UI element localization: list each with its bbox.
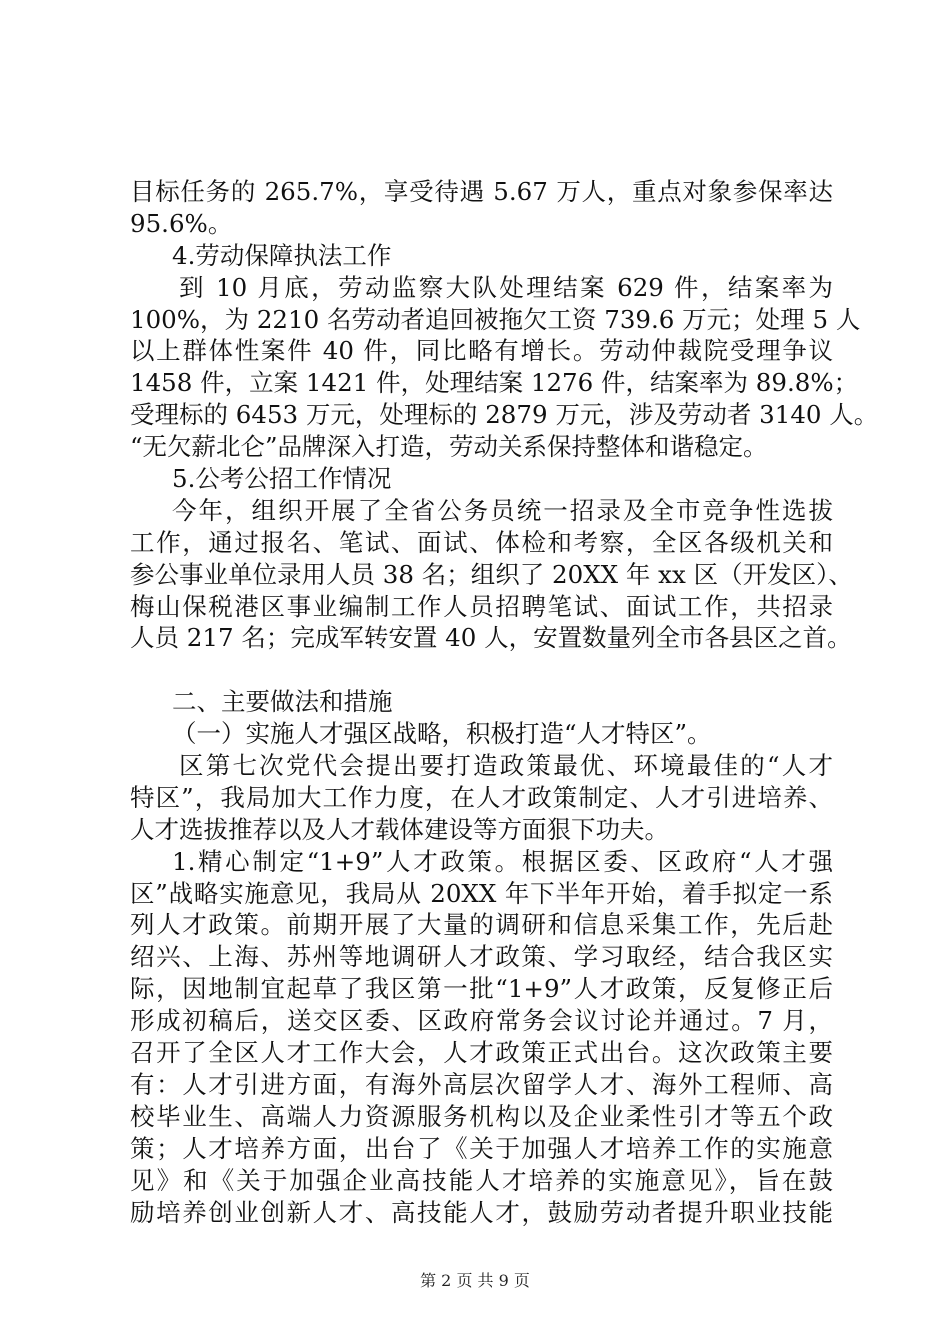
text-line: 到 10 月底，劳动监察大队处理结案 629 件，结案率为 xyxy=(179,272,833,302)
text-line: 以上群体性案件 40 件，同比略有增长。劳动仲裁院受理争议 xyxy=(130,336,833,366)
text-line: 1458 件，立案 1421 件，处理结案 1276 件，结案率为 89.8%； xyxy=(130,368,859,398)
text-line: 召开了全区人才工作大会，人才政策正式出台。这次政策主要 xyxy=(130,1038,833,1068)
text-line: 绍兴、上海、苏州等地调研人才政策、学习取经，结合我区实 xyxy=(130,942,833,972)
text-line: 参公事业单位录用人员 38 名；组织了 20XX 年 xx 区（开发区）、 xyxy=(130,559,853,589)
text-line: 校毕业生、高端人力资源服务机构以及企业柔性引才等五个政 xyxy=(130,1101,833,1131)
page-number-footer: 第 2 页 共 9 页 xyxy=(420,1271,530,1290)
text-line: 区”战略实施意见，我局从 20XX 年下半年开始，着手拟定一系 xyxy=(130,878,833,908)
chapter-heading: 二、主要做法和措施 xyxy=(172,687,393,717)
text-line: 区第七次党代会提出要打造政策最优、环境最佳的“人才 xyxy=(179,751,833,781)
text-line: 100%，为 2210 名劳动者追回被拖欠工资 739.6 万元；处理 5 人 xyxy=(130,304,861,334)
section-heading: 5.公考公招工作情况 xyxy=(172,464,392,494)
text-line: “无欠薪北仑”品牌深入打造，劳动关系保持整体和谐稳定。 xyxy=(130,432,768,462)
text-line: 梅山保税港区事业编制工作人员招聘笔试、面试工作，共招录 xyxy=(130,591,833,621)
text-line: 形成初稿后，送交区委、区政府常务会议讨论并通过。7 月， xyxy=(130,1006,833,1036)
section-heading: 4.劳动保障执法工作 xyxy=(172,240,392,270)
text-line: 人员 217 名；完成军转安置 40 人，安置数量列全市各县区之首。 xyxy=(130,623,852,653)
text-line: 列人才政策。前期开展了大量的调研和信息采集工作，先后赴 xyxy=(130,910,833,940)
text-line: 95.6%。 xyxy=(130,208,233,238)
document-body xyxy=(130,176,879,1228)
text-line: 际，因地制宜起草了我区第一批“1+9”人才政策，反复修正后 xyxy=(130,974,833,1004)
subsection-heading: （一）实施人才强区战略，积极打造“人才特区”。 xyxy=(172,719,712,749)
text-line: 励培养创业创新人才、高技能人才，鼓励劳动者提升职业技能 xyxy=(130,1197,833,1227)
text-line: 今年，组织开展了全省公务员统一招录及全市竞争性选拔 xyxy=(172,495,833,525)
text-line: 1.精心制定“1+9”人才政策。根据区委、区政府“人才强 xyxy=(172,846,833,876)
text-line: 有：人才引进方面，有海外高层次留学人才、海外工程师、高 xyxy=(130,1069,833,1099)
text-line: 目标任务的 265.7%，享受待遇 5.67 万人，重点对象参保率达 xyxy=(130,177,833,206)
text-line: 受理标的 6453 万元，处理标的 2879 万元，涉及劳动者 3140 人。 xyxy=(130,400,879,430)
text-line: 特区”，我局加大工作力度，在人才政策制定、人才引进培养、 xyxy=(130,782,833,812)
text-line: 见》和《关于加强企业高技能人才培养的实施意见》，旨在鼓 xyxy=(130,1165,833,1195)
blank-line xyxy=(130,654,833,686)
text-line: 人才选拔推荐以及人才载体建设等方面狠下功夫。 xyxy=(130,814,669,844)
text-line: 工作，通过报名、笔试、面试、体检和考察，全区各级机关和 xyxy=(130,527,833,557)
text-line: 策；人才培养方面，出台了《关于加强人才培养工作的实施意 xyxy=(130,1133,833,1163)
